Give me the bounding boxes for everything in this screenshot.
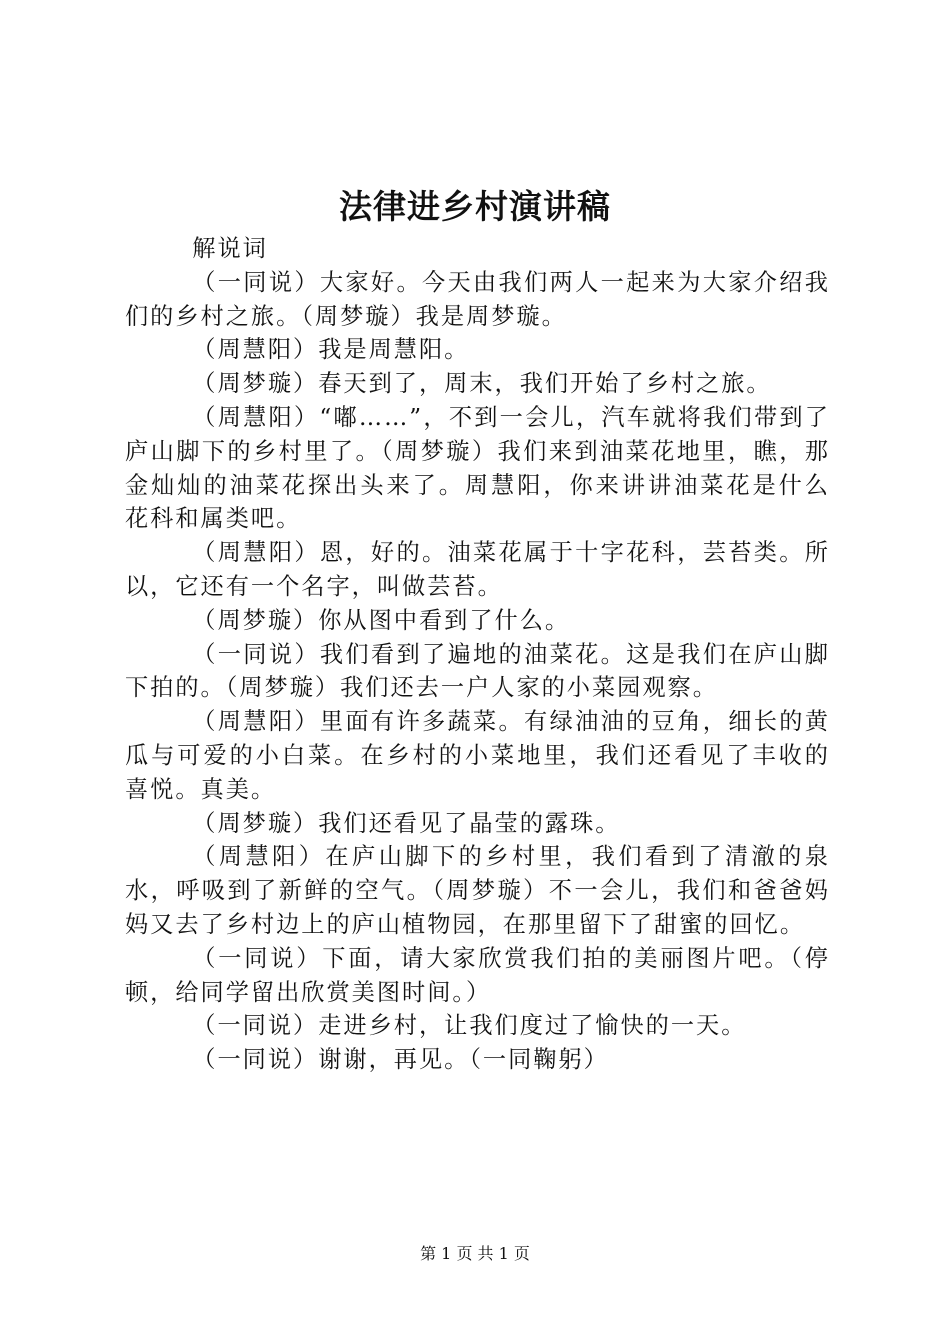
paragraph: （周慧阳）在庐山脚下的乡村里，我们看到了清澈的泉水，呼吸到了新鲜的空气。（周梦璇）不一会儿，我们和爸爸妈妈又去了乡村边上的庐山植物园，在那里留下了甜蜜的回忆。: [125, 843, 830, 938]
document-body: [125, 232, 830, 1077]
paragraph: 解说词: [192, 235, 268, 262]
paragraph: （周慧阳）我是周慧阳。: [192, 336, 470, 364]
document-title: 法律进乡村演讲稿: [339, 187, 611, 226]
paragraph: （周梦璇）我们还看见了晶莹的露珠。: [192, 809, 621, 837]
paragraph: （一同说）大家好。今天由我们两人一起来为大家介绍我们的乡村之旅。（周梦璇）我是周梦璇。: [125, 268, 830, 330]
paragraph: （一同说）谢谢，再见。（一同鞠躬）: [192, 1046, 609, 1074]
paragraph: （周梦璇）春天到了，周末，我们开始了乡村之旅。: [192, 370, 772, 398]
paragraph: （周梦璇）你从图中看到了什么。: [192, 606, 571, 634]
paragraph: （周慧阳）恩，好的。油菜花属于十字花科，芸苔类。所以，它还有一个名字，叫做芸苔。: [125, 539, 830, 600]
paragraph: （周慧阳）“嘟……”，不到一会儿，汽车就将我们带到了庐山脚下的乡村里了。（周梦璇）我们来到油菜花地里，瞧，那金灿灿的油菜花探出头来了。周慧阳，你来讲讲油菜花是什么花科和属类吧。: [125, 403, 830, 533]
page-footer: 第 1 页 共 1 页: [420, 1244, 530, 1263]
paragraph: （一同说）下面，请大家欣赏我们拍的美丽图片吧。（停顿，给同学留出欣赏美图时间。）: [125, 944, 830, 1006]
paragraph: （一同说）我们看到了遍地的油菜花。这是我们在庐山脚下拍的。（周梦璇）我们还去一户人家的小菜园观察。: [125, 640, 830, 702]
paragraph: （一同说）走进乡村，让我们度过了愉快的一天。: [192, 1012, 747, 1040]
paragraph: （周慧阳）里面有许多蔬菜。有绿油油的豆角，细长的黄瓜与可爱的小白菜。在乡村的小菜地里，我们还看见了丰收的喜悦。真美。: [125, 708, 830, 803]
